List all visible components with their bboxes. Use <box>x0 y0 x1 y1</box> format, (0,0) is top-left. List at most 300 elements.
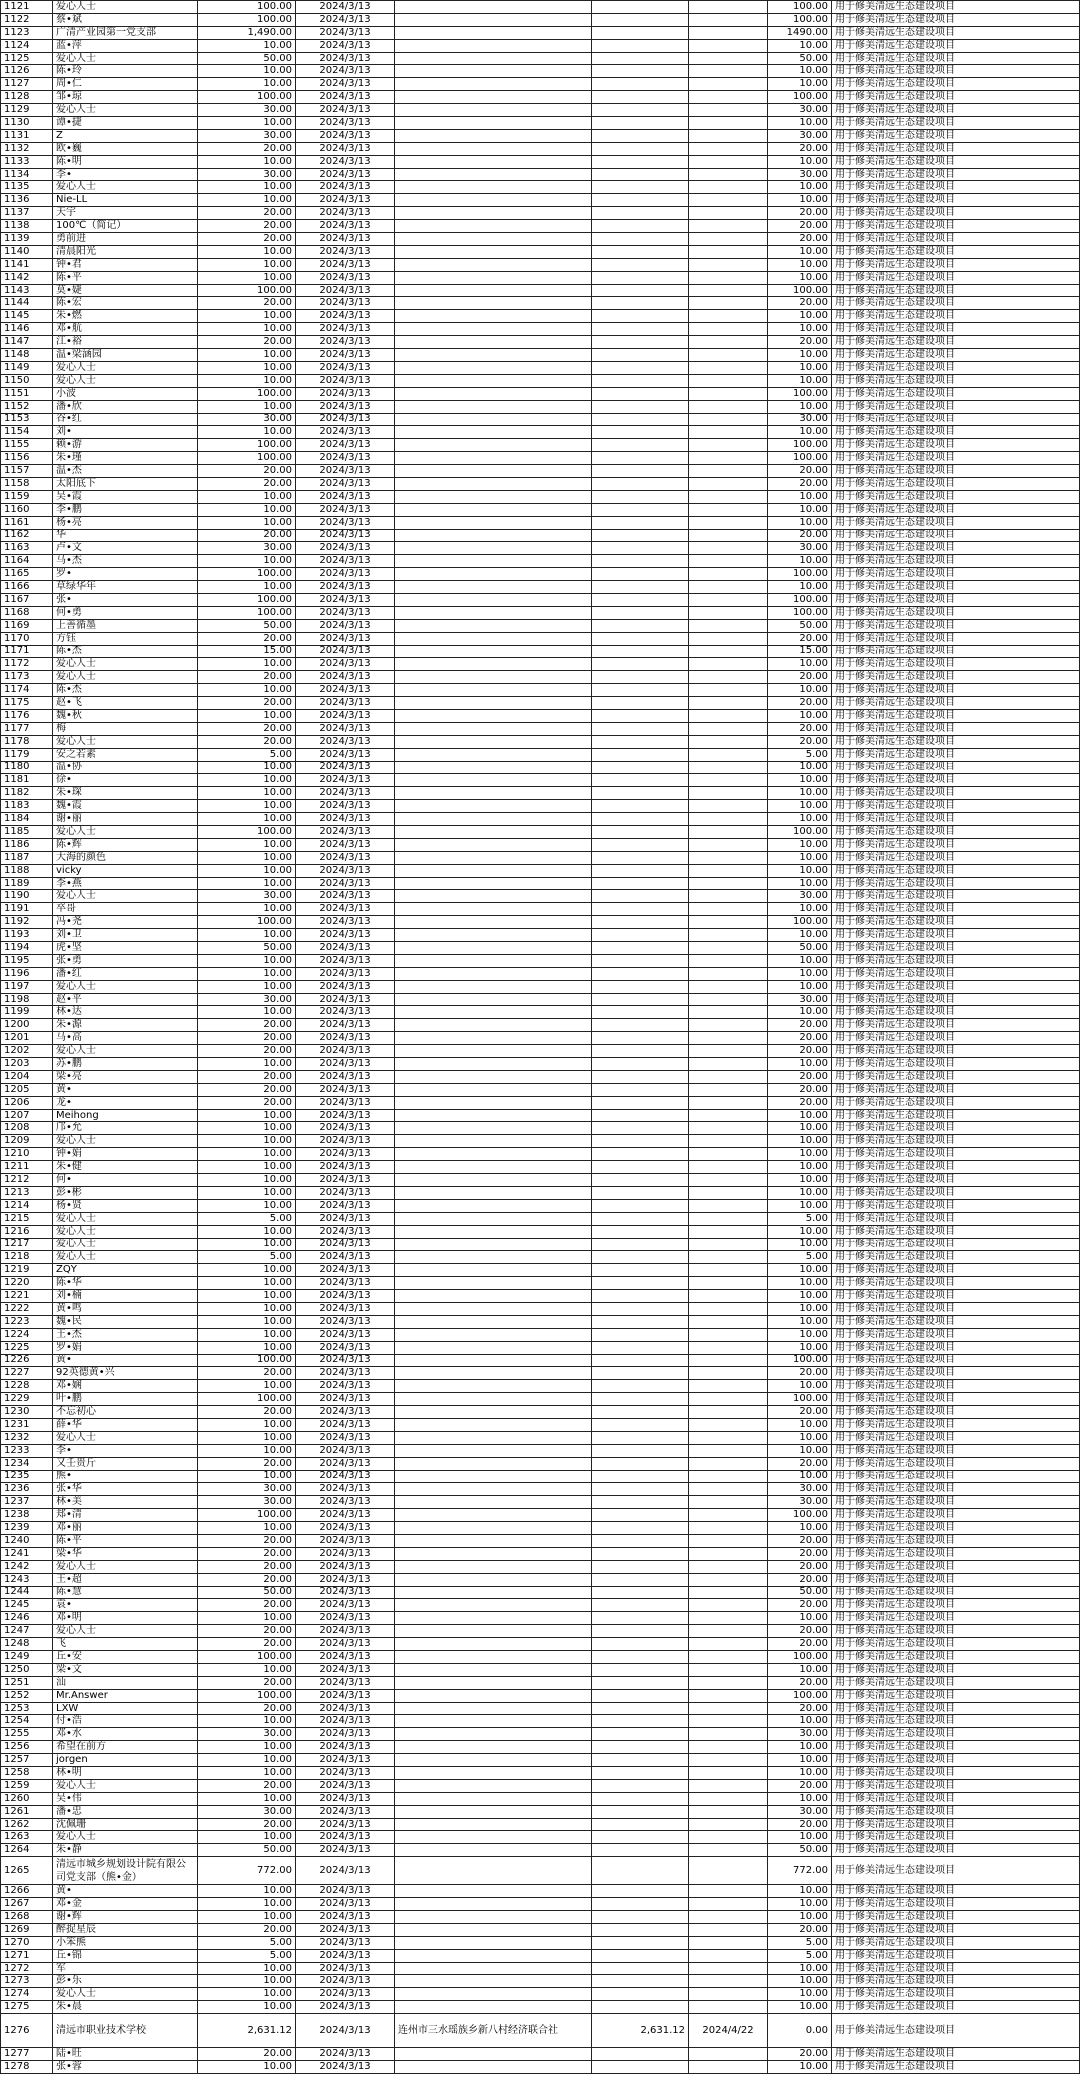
donor-name-cell: 又壬贵斤 <box>53 1457 198 1470</box>
donor-name-cell: 赖•游 <box>53 439 198 452</box>
donation-date-cell: 2024/3/13 <box>296 1418 395 1431</box>
used-amount-cell: 10.00 <box>768 181 832 194</box>
recipient-unit-cell <box>395 1898 592 1911</box>
used-amount-cell: 10.00 <box>768 1975 832 1988</box>
purpose-cell: 用于修美清远生态建设项目 <box>832 361 1080 374</box>
purpose-cell: 用于修美清远生态建设项目 <box>832 864 1080 877</box>
recipient-unit-cell <box>395 722 592 735</box>
donation-amount-cell: 10.00 <box>198 39 296 52</box>
disbursed-amount-cell <box>592 1625 689 1638</box>
donor-name-cell: 苏•鹏 <box>53 1058 198 1071</box>
disburse-date-cell <box>689 993 768 1006</box>
donation-amount-cell: 100.00 <box>198 1354 296 1367</box>
recipient-unit-cell <box>395 658 592 671</box>
table-row <box>1 800 1080 813</box>
disbursed-amount-cell <box>592 1161 689 1174</box>
disburse-date-cell <box>689 954 768 967</box>
used-amount-cell: 30.00 <box>768 413 832 426</box>
row-number-cell: 1253 <box>1 1702 53 1715</box>
disburse-date-cell <box>689 1483 768 1496</box>
row-number-cell: 1263 <box>1 1831 53 1844</box>
row-number-cell: 1170 <box>1 632 53 645</box>
table-row <box>1 709 1080 722</box>
donor-name-cell: 勇前进 <box>53 233 198 246</box>
donor-name-cell: 爱心人士 <box>53 1625 198 1638</box>
disburse-date-cell <box>689 813 768 826</box>
disbursed-amount-cell <box>592 916 689 929</box>
row-number-cell: 1277 <box>1 2048 53 2061</box>
donor-name-cell: 刘•楠 <box>53 1290 198 1303</box>
disburse-date-cell <box>689 1560 768 1573</box>
used-amount-cell: 20.00 <box>768 722 832 735</box>
row-number-cell: 1226 <box>1 1354 53 1367</box>
donation-amount-cell: 10.00 <box>198 851 296 864</box>
table-row <box>1 1109 1080 1122</box>
table-row <box>1 1341 1080 1354</box>
row-number-cell: 1193 <box>1 929 53 942</box>
donor-name-cell: 爱心人士 <box>53 1251 198 1264</box>
purpose-cell: 用于修美清远生态建设项目 <box>832 117 1080 130</box>
disbursed-amount-cell <box>592 877 689 890</box>
disbursed-amount-cell <box>592 65 689 78</box>
purpose-cell: 用于修美清远生态建设项目 <box>832 245 1080 258</box>
row-number-cell: 1269 <box>1 1923 53 1936</box>
donation-amount-cell: 10.00 <box>198 1122 296 1135</box>
donation-amount-cell: 50.00 <box>198 619 296 632</box>
used-amount-cell: 20.00 <box>768 1818 832 1831</box>
donor-name-cell: 小笨熊 <box>53 1936 198 1949</box>
donation-date-cell: 2024/3/13 <box>296 465 395 478</box>
table-row <box>1 529 1080 542</box>
table-row <box>1 400 1080 413</box>
donation-amount-cell: 20.00 <box>198 671 296 684</box>
donor-name-cell: 冯•尧 <box>53 916 198 929</box>
donation-amount-cell: 10.00 <box>198 980 296 993</box>
donation-amount-cell: 10.00 <box>198 194 296 207</box>
recipient-unit-cell <box>395 284 592 297</box>
donor-name-cell: 温•梁涵园 <box>53 349 198 362</box>
used-amount-cell: 10.00 <box>768 1380 832 1393</box>
purpose-cell: 用于修美清远生态建设项目 <box>832 1406 1080 1419</box>
row-number-cell: 1266 <box>1 1885 53 1898</box>
donor-name-cell: 卢•文 <box>53 542 198 555</box>
disburse-date-cell <box>689 1096 768 1109</box>
donor-name-cell: 谢•辉 <box>53 1911 198 1924</box>
disburse-date-cell <box>689 1470 768 1483</box>
used-amount-cell: 10.00 <box>768 374 832 387</box>
recipient-unit-cell <box>395 516 592 529</box>
donation-amount-cell: 100.00 <box>198 13 296 26</box>
recipient-unit-cell <box>395 1006 592 1019</box>
table-row <box>1 1767 1080 1780</box>
table-row <box>1 1728 1080 1741</box>
row-number-cell: 1155 <box>1 439 53 452</box>
disburse-date-cell <box>689 168 768 181</box>
donation-amount-cell: 10.00 <box>198 1431 296 1444</box>
recipient-unit-cell <box>395 671 592 684</box>
disburse-date-cell <box>689 774 768 787</box>
table-row <box>1 581 1080 594</box>
purpose-cell: 用于修美清远生态建设项目 <box>832 1586 1080 1599</box>
donation-amount-cell: 50.00 <box>198 1586 296 1599</box>
used-amount-cell: 20.00 <box>768 697 832 710</box>
purpose-cell: 用于修美清远生态建设项目 <box>832 1911 1080 1924</box>
recipient-unit-cell <box>395 581 592 594</box>
table-row <box>1 13 1080 26</box>
table-row <box>1 439 1080 452</box>
donor-name-cell: 梁•文 <box>53 1663 198 1676</box>
purpose-cell: 用于修美清远生态建设项目 <box>832 851 1080 864</box>
table-row <box>1 1715 1080 1728</box>
purpose-cell: 用于修美清远生态建设项目 <box>832 374 1080 387</box>
disbursed-amount-cell <box>592 2001 689 2014</box>
donation-date-cell: 2024/3/13 <box>296 903 395 916</box>
purpose-cell: 用于修美清远生态建设项目 <box>832 671 1080 684</box>
recipient-unit-cell <box>395 477 592 490</box>
disburse-date-cell <box>689 1689 768 1702</box>
donation-date-cell: 2024/3/13 <box>296 1599 395 1612</box>
donation-amount-cell: 100.00 <box>198 387 296 400</box>
row-number-cell: 1224 <box>1 1328 53 1341</box>
table-row <box>1 826 1080 839</box>
donation-date-cell: 2024/3/13 <box>296 1096 395 1109</box>
table-row <box>1 658 1080 671</box>
table-row <box>1 374 1080 387</box>
donation-amount-cell: 10.00 <box>198 1341 296 1354</box>
donor-name-cell: 潘•欣 <box>53 400 198 413</box>
disburse-date-cell <box>689 1754 768 1767</box>
donation-amount-cell: 10.00 <box>198 1109 296 1122</box>
donation-amount-cell: 10.00 <box>198 581 296 594</box>
disbursed-amount-cell <box>592 555 689 568</box>
donor-name-cell: 潘•红 <box>53 967 198 980</box>
used-amount-cell: 10.00 <box>768 1290 832 1303</box>
used-amount-cell: 30.00 <box>768 1483 832 1496</box>
disbursed-amount-cell <box>592 1045 689 1058</box>
table-row <box>1 1328 1080 1341</box>
donation-date-cell: 2024/3/13 <box>296 684 395 697</box>
row-number-cell: 1169 <box>1 619 53 632</box>
row-number-cell: 1268 <box>1 1911 53 1924</box>
row-number-cell: 1142 <box>1 271 53 284</box>
donor-name-cell: 爱心人士 <box>53 1238 198 1251</box>
donor-name-cell: 陆•旺 <box>53 2048 198 2061</box>
recipient-unit-cell <box>395 233 592 246</box>
used-amount-cell: 20.00 <box>768 220 832 233</box>
purpose-cell: 用于修美清远生态建设项目 <box>832 1496 1080 1509</box>
donation-date-cell: 2024/3/13 <box>296 1663 395 1676</box>
used-amount-cell: 20.00 <box>768 1070 832 1083</box>
disbursed-amount-cell <box>592 800 689 813</box>
purpose-cell: 用于修美清远生态建设项目 <box>832 258 1080 271</box>
purpose-cell: 用于修美清远生态建设项目 <box>832 1975 1080 1988</box>
disbursed-amount-cell <box>592 1431 689 1444</box>
donation-amount-cell: 10.00 <box>198 1988 296 2001</box>
donation-date-cell: 2024/3/13 <box>296 207 395 220</box>
row-number-cell: 1133 <box>1 155 53 168</box>
donation-amount-cell: 10.00 <box>198 1792 296 1805</box>
purpose-cell: 用于修美清远生态建设项目 <box>832 1186 1080 1199</box>
disbursed-amount-cell <box>592 1019 689 1032</box>
purpose-cell: 用于修美清远生态建设项目 <box>832 1728 1080 1741</box>
donor-name-cell: 陈•平 <box>53 1534 198 1547</box>
recipient-unit-cell <box>395 2048 592 2061</box>
donation-date-cell: 2024/3/13 <box>296 954 395 967</box>
purpose-cell: 用于修美清远生态建设项目 <box>832 142 1080 155</box>
disbursed-amount-cell <box>592 1341 689 1354</box>
table-row <box>1 1225 1080 1238</box>
disbursed-amount-cell <box>592 1096 689 1109</box>
row-number-cell: 1152 <box>1 400 53 413</box>
disbursed-amount-cell <box>592 1586 689 1599</box>
table-row <box>1 181 1080 194</box>
recipient-unit-cell <box>395 168 592 181</box>
disbursed-amount-cell <box>592 1328 689 1341</box>
table-row <box>1 1923 1080 1936</box>
donation-amount-cell: 10.00 <box>198 1831 296 1844</box>
disbursed-amount-cell <box>592 78 689 91</box>
disburse-date-cell <box>689 1380 768 1393</box>
disburse-date-cell <box>689 477 768 490</box>
purpose-cell: 用于修美清远生态建设项目 <box>832 1702 1080 1715</box>
purpose-cell: 用于修美清远生态建设项目 <box>832 297 1080 310</box>
row-number-cell: 1256 <box>1 1741 53 1754</box>
used-amount-cell: 10.00 <box>768 980 832 993</box>
purpose-cell: 用于修美清远生态建设项目 <box>832 1148 1080 1161</box>
table-row <box>1 220 1080 233</box>
donor-name-cell: 陈•明 <box>53 155 198 168</box>
donation-date-cell: 2024/3/13 <box>296 1818 395 1831</box>
row-number-cell: 1275 <box>1 2001 53 2014</box>
donation-date-cell: 2024/3/13 <box>296 477 395 490</box>
row-number-cell: 1208 <box>1 1122 53 1135</box>
table-row <box>1 1663 1080 1676</box>
donation-date-cell: 2024/3/13 <box>296 1225 395 1238</box>
purpose-cell: 用于修美清远生态建设项目 <box>832 838 1080 851</box>
purpose-cell: 用于修美清远生态建设项目 <box>832 1302 1080 1315</box>
disburse-date-cell <box>689 452 768 465</box>
recipient-unit-cell <box>395 117 592 130</box>
table-row <box>1 813 1080 826</box>
row-number-cell: 1249 <box>1 1651 53 1664</box>
table-row <box>1 697 1080 710</box>
disbursed-amount-cell <box>592 1741 689 1754</box>
purpose-cell: 用于修美清远生态建设项目 <box>832 1135 1080 1148</box>
row-number-cell: 1182 <box>1 787 53 800</box>
row-number-cell: 1216 <box>1 1225 53 1238</box>
row-number-cell: 1157 <box>1 465 53 478</box>
donation-date-cell: 2024/3/13 <box>296 735 395 748</box>
donation-amount-cell: 10.00 <box>198 361 296 374</box>
disbursed-amount-cell <box>592 2061 689 2074</box>
purpose-cell: 用于修美清远生态建设项目 <box>832 477 1080 490</box>
disburse-date-cell <box>689 323 768 336</box>
disburse-date-cell <box>689 439 768 452</box>
recipient-unit-cell <box>395 1483 592 1496</box>
used-amount-cell: 10.00 <box>768 1277 832 1290</box>
table-row <box>1 1045 1080 1058</box>
donation-date-cell: 2024/3/13 <box>296 877 395 890</box>
purpose-cell: 用于修美清远生态建设项目 <box>832 1509 1080 1522</box>
table-row <box>1 1547 1080 1560</box>
recipient-unit-cell <box>395 245 592 258</box>
donation-date-cell: 2024/3/13 <box>296 1857 395 1885</box>
disburse-date-cell <box>689 1625 768 1638</box>
donor-name-cell: 上善循墨 <box>53 619 198 632</box>
table-row <box>1 155 1080 168</box>
table-row <box>1 258 1080 271</box>
used-amount-cell: 20.00 <box>768 297 832 310</box>
table-row <box>1 477 1080 490</box>
donation-amount-cell: 100.00 <box>198 916 296 929</box>
purpose-cell: 用于修美清远生态建设项目 <box>832 774 1080 787</box>
donation-amount-cell: 10.00 <box>198 258 296 271</box>
disbursed-amount-cell <box>592 1393 689 1406</box>
row-number-cell: 1227 <box>1 1367 53 1380</box>
donation-amount-cell: 20.00 <box>198 722 296 735</box>
table-row <box>1 954 1080 967</box>
donation-date-cell: 2024/3/13 <box>296 1885 395 1898</box>
donor-name-cell: 邹•琼 <box>53 91 198 104</box>
purpose-cell: 用于修美清远生态建设项目 <box>832 1573 1080 1586</box>
purpose-cell: 用于修美清远生态建设项目 <box>832 104 1080 117</box>
table-row <box>1 1509 1080 1522</box>
table-row <box>1 233 1080 246</box>
row-number-cell: 1272 <box>1 1962 53 1975</box>
disburse-date-cell <box>689 1315 768 1328</box>
recipient-unit-cell <box>395 1135 592 1148</box>
used-amount-cell: 20.00 <box>768 1083 832 1096</box>
recipient-unit-cell <box>395 1406 592 1419</box>
used-amount-cell: 100.00 <box>768 593 832 606</box>
donor-name-cell: 清远市城乡规划设计院有限公司党支部（熊•金） <box>53 1857 198 1885</box>
used-amount-cell: 10.00 <box>768 1898 832 1911</box>
donor-name-cell: 黄•鸣 <box>53 1302 198 1315</box>
row-number-cell: 1261 <box>1 1805 53 1818</box>
donation-amount-cell: 772.00 <box>198 1857 296 1885</box>
purpose-cell: 用于修美清远生态建设项目 <box>832 1122 1080 1135</box>
used-amount-cell: 10.00 <box>768 1161 832 1174</box>
row-number-cell: 1122 <box>1 13 53 26</box>
row-number-cell: 1228 <box>1 1380 53 1393</box>
used-amount-cell: 100.00 <box>768 284 832 297</box>
donor-name-cell: 醉捉星辰 <box>53 1923 198 1936</box>
purpose-cell: 用于修美清远生态建设项目 <box>832 1483 1080 1496</box>
purpose-cell: 用于修美清远生态建设项目 <box>832 800 1080 813</box>
used-amount-cell: 50.00 <box>768 1844 832 1857</box>
purpose-cell: 用于修美清远生态建设项目 <box>832 1277 1080 1290</box>
donation-date-cell: 2024/3/13 <box>296 1962 395 1975</box>
row-number-cell: 1145 <box>1 310 53 323</box>
disburse-date-cell <box>689 1070 768 1083</box>
row-number-cell: 1164 <box>1 555 53 568</box>
disbursed-amount-cell <box>592 1186 689 1199</box>
row-number-cell: 1134 <box>1 168 53 181</box>
disbursed-amount-cell <box>592 813 689 826</box>
disbursed-amount-cell <box>592 1483 689 1496</box>
donor-name-cell: 陈•慧 <box>53 1586 198 1599</box>
donor-name-cell: 谭•捷 <box>53 117 198 130</box>
disbursed-amount-cell <box>592 1560 689 1573</box>
disburse-date-cell <box>689 52 768 65</box>
donation-date-cell: 2024/3/13 <box>296 400 395 413</box>
donation-amount-cell: 20.00 <box>198 1573 296 1586</box>
disbursed-amount-cell <box>592 516 689 529</box>
row-number-cell: 1273 <box>1 1975 53 1988</box>
used-amount-cell: 20.00 <box>768 1547 832 1560</box>
recipient-unit-cell <box>395 1264 592 1277</box>
used-amount-cell: 100.00 <box>768 452 832 465</box>
disburse-date-cell <box>689 516 768 529</box>
donation-date-cell: 2024/3/13 <box>296 439 395 452</box>
recipient-unit-cell <box>395 1885 592 1898</box>
donation-date-cell: 2024/3/13 <box>296 271 395 284</box>
recipient-unit-cell <box>395 787 592 800</box>
donor-name-cell: 叶•鹏 <box>53 1393 198 1406</box>
disbursed-amount-cell <box>592 1251 689 1264</box>
recipient-unit-cell <box>395 91 592 104</box>
disbursed-amount-cell <box>592 1975 689 1988</box>
row-number-cell: 1252 <box>1 1689 53 1702</box>
disbursed-amount-cell <box>592 774 689 787</box>
table-row <box>1 942 1080 955</box>
purpose-cell: 用于修美清远生态建设项目 <box>832 787 1080 800</box>
recipient-unit-cell <box>395 323 592 336</box>
donation-date-cell: 2024/3/13 <box>296 2001 395 2014</box>
used-amount-cell: 10.00 <box>768 1754 832 1767</box>
table-row <box>1 606 1080 619</box>
donation-amount-cell: 10.00 <box>198 1315 296 1328</box>
recipient-unit-cell <box>395 1122 592 1135</box>
donation-amount-cell: 10.00 <box>198 658 296 671</box>
donor-name-cell: 江•裕 <box>53 336 198 349</box>
used-amount-cell: 10.00 <box>768 271 832 284</box>
donor-name-cell: 邓•丽 <box>53 1522 198 1535</box>
purpose-cell: 用于修美清远生态建设项目 <box>832 980 1080 993</box>
row-number-cell: 1239 <box>1 1522 53 1535</box>
donation-amount-cell: 10.00 <box>198 1885 296 1898</box>
row-number-cell: 1128 <box>1 91 53 104</box>
disburse-date-cell <box>689 1522 768 1535</box>
recipient-unit-cell <box>395 426 592 439</box>
donation-amount-cell: 10.00 <box>198 774 296 787</box>
used-amount-cell: 20.00 <box>768 1676 832 1689</box>
donation-amount-cell: 5.00 <box>198 748 296 761</box>
purpose-cell: 用于修美清远生态建设项目 <box>832 593 1080 606</box>
row-number-cell: 1202 <box>1 1045 53 1058</box>
purpose-cell: 用于修美清远生态建设项目 <box>832 1689 1080 1702</box>
donation-amount-cell: 20.00 <box>198 697 296 710</box>
recipient-unit-cell <box>395 1496 592 1509</box>
disburse-date-cell <box>689 800 768 813</box>
donor-name-cell: 袁• <box>53 1599 198 1612</box>
purpose-cell: 用于修美清远生态建设项目 <box>832 168 1080 181</box>
donor-name-cell: 爱心人士 <box>53 671 198 684</box>
table-row <box>1 336 1080 349</box>
donation-date-cell: 2024/3/13 <box>296 1741 395 1754</box>
donation-amount-cell: 10.00 <box>198 761 296 774</box>
purpose-cell: 用于修美清远生态建设项目 <box>832 890 1080 903</box>
disbursed-amount-cell <box>592 490 689 503</box>
disburse-date-cell <box>689 1354 768 1367</box>
disbursed-amount-cell <box>592 439 689 452</box>
recipient-unit-cell <box>395 142 592 155</box>
row-number-cell: 1246 <box>1 1612 53 1625</box>
disbursed-amount-cell <box>592 1290 689 1303</box>
donation-amount-cell: 10.00 <box>198 1444 296 1457</box>
donation-amount-cell: 100.00 <box>198 826 296 839</box>
recipient-unit-cell <box>395 207 592 220</box>
